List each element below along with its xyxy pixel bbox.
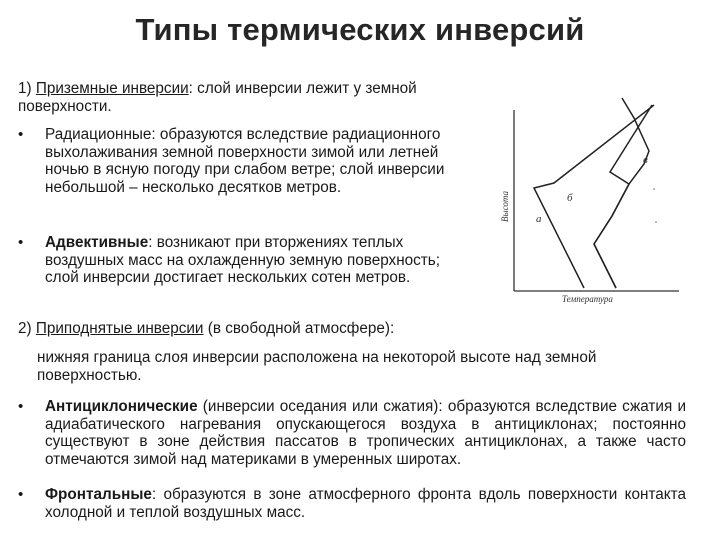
bullet-advective: • xyxy=(18,234,24,251)
anticyclonic-text: (инверсии оседания или сжатия): образуются вследствие сжатия и адиабатического нагревания опускающегося воздуха в антициклонах; постоянно существуют в зоне действия пассатов в тропических антициклонах, а также часто отмечаются зимой над материками в умеренных широтах. xyxy=(45,398,686,468)
inversion-diagram xyxy=(494,96,694,316)
radiation-heading: Радиационные xyxy=(45,126,152,143)
anticyclonic-paragraph xyxy=(45,398,686,468)
section-1 xyxy=(18,80,488,115)
bullet-radiation: • xyxy=(18,126,24,143)
y-axis-label: Высота xyxy=(500,191,510,222)
frontal-heading: Фронтальные xyxy=(45,486,152,503)
section-1-text: : слой инверсии лежит у земной поверхности. xyxy=(18,80,417,115)
radiation-text: : образуются вследствие радиационного выхолаживания земной поверхности зимой или летней ночью в ясную погоду при слабом ветре; слой инверсии небольшой – несколько десятков метров. xyxy=(45,126,445,196)
dot-mark xyxy=(653,188,655,190)
section-2-text: (в свободной атмосфере): xyxy=(203,320,395,337)
anticyclonic-heading: Антициклонические xyxy=(45,398,198,415)
curve-a-label: а xyxy=(536,213,542,225)
curve-a xyxy=(534,105,654,288)
radiation-paragraph xyxy=(45,126,485,196)
section-2 xyxy=(18,320,708,338)
section-1-heading: Приземные инверсии xyxy=(35,80,189,97)
page-title: Типы термических инверсий xyxy=(135,12,585,47)
frontal-paragraph xyxy=(45,486,686,521)
curve-v-label: в xyxy=(643,154,648,166)
section-2-number: 2) xyxy=(18,320,32,337)
section-2-heading: Приподнятые инверсии xyxy=(35,320,204,337)
x-axis-label: Температура xyxy=(562,294,613,304)
section-2-intro: нижняя граница слоя инверсии расположена на некоторой высоте над земной поверхностью. xyxy=(37,349,597,384)
bullet-frontal: • xyxy=(18,486,24,503)
section-1-number: 1) xyxy=(18,80,32,97)
curve-b-label: б xyxy=(567,192,573,204)
advective-paragraph xyxy=(45,234,465,287)
curve-v xyxy=(594,98,649,288)
advective-heading: Адвективные xyxy=(45,234,149,251)
bullet-anticyclonic: • xyxy=(18,398,24,415)
dot-mark xyxy=(655,221,657,223)
frontal-text: : образуются в зоне атмосферного фронта вдоль поверхности контакта холодной и теплой воздушных масс. xyxy=(45,486,686,521)
advective-text: : возникают при вторжениях теплых воздушных масс на охлажденную земную поверхность; слой инверсии достигает нескольких сотен метров. xyxy=(45,234,441,286)
